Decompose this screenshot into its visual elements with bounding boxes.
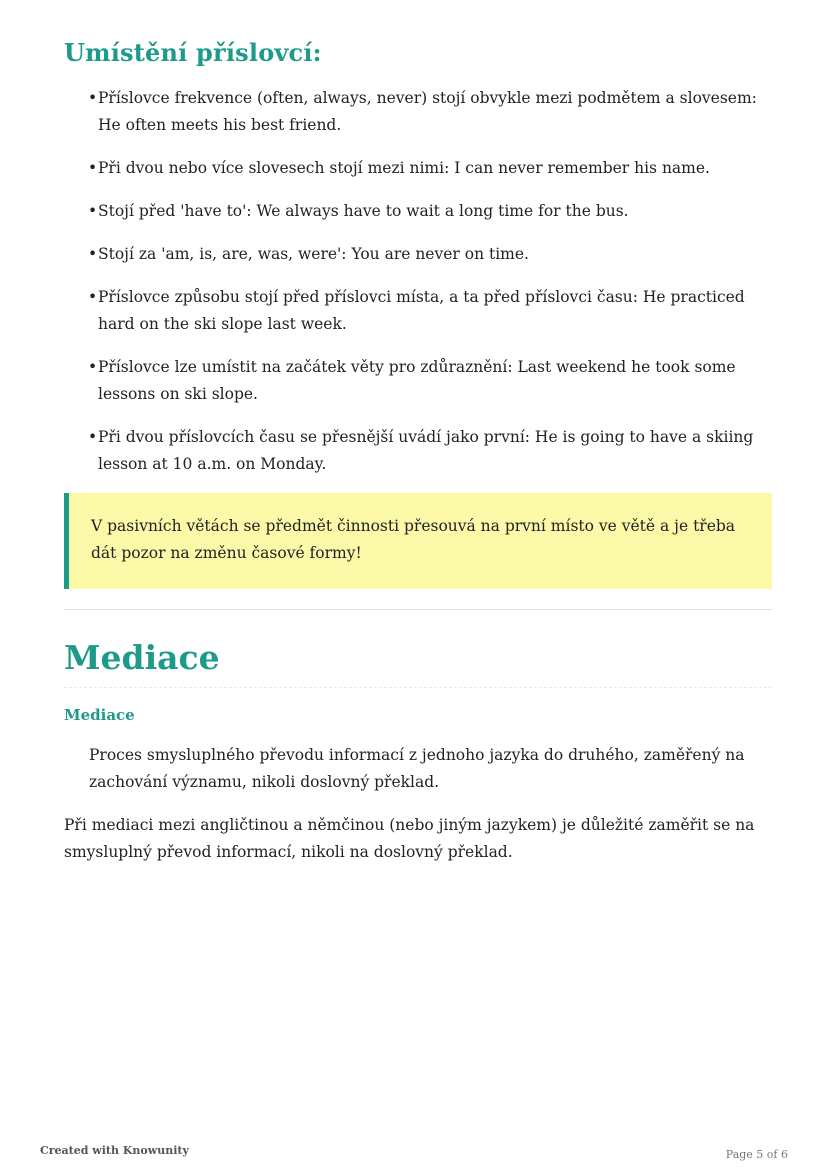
list-item: • Příslovce způsobu stojí před příslovci místa, a ta před příslovci času: He practiced hard on the ski slope last week. [88,284,772,338]
list-item: • Příslovce lze umístit na začátek věty pro zdůraznění: Last weekend he took some lessons on ski slope. [88,354,772,408]
bullet-list [64,85,772,478]
term-heading: Mediace [64,706,135,724]
section-divider [64,609,772,610]
body-paragraph: Při mediaci mezi angličtinou a němčinou (nebo jiným jazykem) je důležité zaměřit se na smysluplný převod informací, nikoli na doslovný překlad. [64,816,755,861]
list-item: • Stojí před 'have to': We always have to wait a long time for the bus. [88,198,772,225]
page-title-mediace: Mediace [64,638,772,688]
section-heading-adverb-placement: Umístění příslovcí: [64,38,322,67]
list-item: • Příslovce frekvence (often, always, never) stojí obvykle mezi podmětem a slovesem: He often meets his best friend. [88,85,772,139]
highlight-note: V pasivních větách se předmět činnosti přesouvá na první místo ve větě a je třeba dát pozor na změnu časové formy! [64,493,772,589]
list-item: • Stojí za 'am, is, are, was, were': You are never on time. [88,241,772,268]
list-item: • Při dvou příslovcích času se přesnější uvádí jako první: He is going to have a skiing lesson at 10 a.m. on Monday. [88,424,772,478]
footer-credit: Created with Knowunity [40,1144,189,1157]
page-number: Page 5 of 6 [725,1148,788,1161]
page-content [64,38,772,866]
term-definition: Proces smysluplného převodu informací z jednoho jazyka do druhého, zaměřený na zachování významu, nikoli doslovný překlad. [89,746,745,791]
list-item: • Při dvou nebo více slovesech stojí mezi nimi: I can never remember his name. [88,155,772,182]
